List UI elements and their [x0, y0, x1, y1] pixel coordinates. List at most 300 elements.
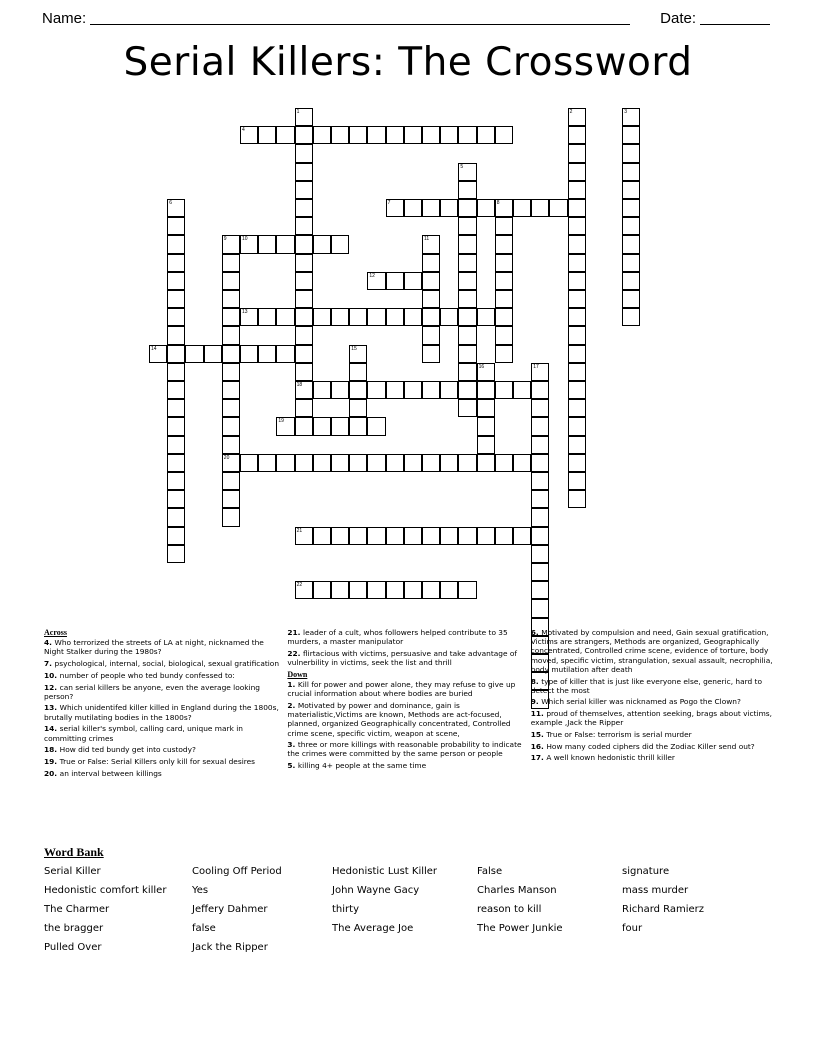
crossword-cell[interactable] — [458, 381, 476, 399]
crossword-cell[interactable] — [386, 581, 404, 599]
down-heading: Down — [287, 669, 308, 679]
clue-text: True or False: terrorism is serial murder — [546, 730, 692, 740]
clue-item — [44, 703, 281, 721]
crossword-cell[interactable] — [222, 308, 240, 326]
cell-number: 17 — [533, 363, 539, 370]
crossword-cell[interactable] — [531, 417, 549, 435]
crossword-cell[interactable] — [204, 345, 222, 363]
crossword-cell[interactable] — [167, 308, 185, 326]
crossword-cell[interactable] — [477, 454, 495, 472]
crossword-cell[interactable] — [349, 581, 367, 599]
crossword-cell[interactable] — [531, 508, 549, 526]
crossword-cell[interactable] — [568, 272, 586, 290]
clue-number: 4. — [44, 638, 55, 648]
crossword-cell[interactable] — [495, 454, 513, 472]
crossword-cell[interactable] — [258, 345, 276, 363]
word-bank-item[interactable]: Charles Manson — [477, 885, 557, 896]
crossword-cell[interactable] — [568, 108, 586, 126]
crossword-cell[interactable] — [167, 399, 185, 417]
crossword-cell[interactable] — [313, 581, 331, 599]
crossword-cell[interactable] — [622, 108, 640, 126]
crossword-cell[interactable] — [531, 399, 549, 417]
crossword-cell[interactable] — [167, 217, 185, 235]
crossword-cell[interactable] — [568, 472, 586, 490]
word-bank-item[interactable]: the bragger — [44, 923, 104, 934]
crossword-cell[interactable] — [167, 363, 185, 381]
crossword-cell[interactable] — [167, 472, 185, 490]
word-bank-item[interactable]: The Charmer — [44, 904, 110, 915]
word-bank-item[interactable]: The Average Joe — [332, 923, 414, 934]
word-bank-item[interactable]: The Power Junkie — [477, 923, 563, 934]
crossword-cell[interactable] — [622, 181, 640, 199]
crossword-cell[interactable] — [167, 272, 185, 290]
clue-item — [44, 683, 281, 701]
crossword-cell[interactable] — [568, 217, 586, 235]
crossword-cell[interactable] — [349, 454, 367, 472]
crossword-cell[interactable] — [276, 126, 294, 144]
crossword-cell[interactable] — [367, 417, 385, 435]
cell-number: 15 — [351, 345, 357, 352]
word-bank-item[interactable]: John Wayne Gacy — [332, 885, 420, 896]
crossword-cell[interactable] — [258, 126, 276, 144]
word-bank-empty — [477, 940, 622, 956]
crossword-cell[interactable] — [531, 472, 549, 490]
crossword-cell[interactable] — [349, 126, 367, 144]
crossword-cell[interactable] — [295, 399, 313, 417]
crossword-cell[interactable] — [313, 417, 331, 435]
word-bank-item[interactable]: False — [477, 866, 503, 877]
crossword-cell[interactable] — [222, 417, 240, 435]
word-bank-item[interactable]: thirty — [332, 904, 359, 915]
crossword-cell[interactable] — [222, 508, 240, 526]
clue-text: leader of a cult, whos followers helped contribute to 35 murders, a master manipulator — [287, 628, 508, 647]
crossword-cell[interactable] — [222, 272, 240, 290]
crossword-cell[interactable] — [531, 199, 549, 217]
crossword-cell[interactable] — [386, 126, 404, 144]
crossword-cell[interactable] — [240, 454, 258, 472]
crossword-cell[interactable] — [531, 563, 549, 581]
crossword-cell[interactable] — [240, 235, 258, 253]
crossword-cell[interactable] — [295, 108, 313, 126]
crossword-cell[interactable] — [495, 345, 513, 363]
crossword-cell[interactable] — [404, 126, 422, 144]
crossword-cell[interactable] — [440, 454, 458, 472]
crossword-cell[interactable] — [331, 235, 349, 253]
crossword-cell[interactable] — [331, 454, 349, 472]
crossword-cell[interactable] — [404, 581, 422, 599]
clue-item — [287, 761, 524, 770]
crossword-cell[interactable] — [295, 527, 313, 545]
word-bank-item[interactable]: Richard Ramierz — [622, 904, 705, 915]
crossword-cell[interactable] — [477, 527, 495, 545]
crossword-cell[interactable] — [422, 272, 440, 290]
word-bank-item[interactable]: signature — [622, 866, 670, 877]
crossword-cell[interactable] — [167, 545, 185, 563]
word-bank-item[interactable]: Pulled Over — [44, 942, 102, 953]
crossword-cell[interactable] — [495, 199, 513, 217]
crossword-cell[interactable] — [477, 199, 495, 217]
crossword-cell[interactable] — [167, 326, 185, 344]
crossword-cell[interactable] — [568, 199, 586, 217]
crossword-cell[interactable] — [568, 290, 586, 308]
crossword-cell[interactable] — [404, 199, 422, 217]
crossword-cell[interactable] — [295, 290, 313, 308]
crossword-cell[interactable] — [167, 436, 185, 454]
crossword-cell[interactable] — [349, 381, 367, 399]
crossword-cell[interactable] — [422, 326, 440, 344]
crossword-cell[interactable] — [167, 235, 185, 253]
crossword-cell[interactable] — [477, 126, 495, 144]
crossword-cell[interactable] — [313, 126, 331, 144]
crossword-cell[interactable] — [458, 126, 476, 144]
crossword-cell[interactable] — [458, 272, 476, 290]
crossword-cell[interactable] — [276, 308, 294, 326]
crossword-cell[interactable] — [513, 527, 531, 545]
crossword-cell[interactable] — [622, 163, 640, 181]
crossword-cell[interactable] — [622, 272, 640, 290]
word-bank-item[interactable]: mass murder — [622, 885, 689, 896]
crossword-cell[interactable] — [477, 381, 495, 399]
crossword-cell[interactable] — [568, 144, 586, 162]
crossword-cell[interactable] — [222, 345, 240, 363]
crossword-cell[interactable] — [240, 126, 258, 144]
crossword-cell[interactable] — [404, 308, 422, 326]
clue-item — [531, 677, 780, 695]
crossword-cell[interactable] — [331, 417, 349, 435]
cell-number: 2 — [569, 109, 573, 115]
crossword-cell[interactable] — [568, 399, 586, 417]
clue-item — [287, 701, 524, 738]
crossword-cell[interactable] — [295, 272, 313, 290]
crossword-cell[interactable] — [295, 454, 313, 472]
crossword-cell[interactable] — [568, 436, 586, 454]
crossword-cell[interactable] — [222, 235, 240, 253]
crossword-cell[interactable] — [167, 254, 185, 272]
crossword-cell[interactable] — [167, 490, 185, 508]
crossword-cell[interactable] — [258, 454, 276, 472]
crossword-cell[interactable] — [458, 308, 476, 326]
crossword-cell[interactable] — [568, 326, 586, 344]
clue-text: flirtacious with victims, persuasive and take advantage of vulnerbility in victims, seek the list and thrill — [287, 648, 517, 668]
crossword-cell[interactable] — [276, 345, 294, 363]
crossword-cell[interactable] — [458, 235, 476, 253]
crossword-cell[interactable] — [477, 363, 495, 381]
crossword-cell[interactable] — [495, 308, 513, 326]
crossword-cell[interactable] — [440, 308, 458, 326]
crossword-cell[interactable] — [386, 381, 404, 399]
word-bank-item[interactable]: Jack the Ripper — [192, 942, 268, 953]
crossword-cell[interactable] — [495, 290, 513, 308]
crossword-cell[interactable] — [422, 345, 440, 363]
crossword-cell[interactable] — [422, 454, 440, 472]
clue-item — [287, 680, 524, 698]
word-bank-item[interactable]: Hedonistic Lust Killer — [332, 866, 438, 877]
crossword-cell[interactable] — [440, 199, 458, 217]
clue-text: Motivated by power and dominance, gain is materialistic,Victims are known, Methods are act-focused, planned, organized Geographically concentrated, Controlled crime scene, specific victim, weapon at scene, — [287, 700, 511, 738]
crossword-cell[interactable] — [295, 181, 313, 199]
word-bank-item[interactable]: Serial Killer — [44, 866, 101, 877]
crossword-cell[interactable] — [622, 126, 640, 144]
crossword-cell[interactable] — [367, 454, 385, 472]
crossword-cell[interactable] — [495, 527, 513, 545]
crossword-cell[interactable] — [568, 235, 586, 253]
crossword-cell[interactable] — [458, 290, 476, 308]
crossword-cell[interactable] — [531, 363, 549, 381]
crossword-cell[interactable] — [477, 436, 495, 454]
crossword-cell[interactable] — [222, 290, 240, 308]
crossword-cell[interactable] — [531, 581, 549, 599]
crossword-cell[interactable] — [349, 345, 367, 363]
crossword-cell[interactable] — [313, 308, 331, 326]
crossword-cell[interactable] — [295, 254, 313, 272]
crossword-cell[interactable] — [295, 144, 313, 162]
crossword-cell[interactable] — [167, 454, 185, 472]
crossword-cell[interactable] — [422, 254, 440, 272]
crossword-cell[interactable] — [422, 381, 440, 399]
crossword-cell[interactable] — [295, 363, 313, 381]
crossword-cell[interactable] — [295, 417, 313, 435]
crossword-cell[interactable] — [458, 326, 476, 344]
clues-section — [44, 628, 780, 780]
crossword-cell[interactable] — [222, 436, 240, 454]
crossword-cell[interactable] — [513, 199, 531, 217]
crossword-cell[interactable] — [349, 527, 367, 545]
crossword-cell[interactable] — [295, 199, 313, 217]
crossword-cell[interactable] — [568, 181, 586, 199]
clue-number: 19. — [44, 756, 60, 766]
clue-number: 3. — [287, 740, 298, 750]
crossword-cell[interactable] — [477, 417, 495, 435]
crossword-cell[interactable] — [331, 381, 349, 399]
crossword-cell[interactable] — [495, 326, 513, 344]
crossword-cell[interactable] — [295, 326, 313, 344]
crossword-cell[interactable] — [458, 199, 476, 217]
clue-number: 9. — [530, 697, 542, 707]
date-label: Date: — [660, 9, 696, 27]
crossword-cell[interactable] — [386, 454, 404, 472]
cell-number: 4 — [242, 127, 245, 134]
crossword-cell[interactable] — [568, 490, 586, 508]
clue-text: How did ted bundy get into custody? — [59, 745, 196, 755]
clue-item — [44, 769, 281, 778]
crossword-cell[interactable] — [404, 272, 422, 290]
crossword-cell[interactable] — [167, 290, 185, 308]
word-bank-item[interactable]: false — [192, 923, 216, 934]
crossword-cell[interactable] — [349, 308, 367, 326]
crossword-cell[interactable] — [458, 363, 476, 381]
clue-number: 20. — [44, 768, 60, 778]
crossword-cell[interactable] — [568, 345, 586, 363]
crossword-cell[interactable] — [422, 126, 440, 144]
clue-item — [44, 638, 281, 656]
crossword-cell[interactable] — [222, 326, 240, 344]
crossword-cell[interactable] — [495, 235, 513, 253]
crossword-cell[interactable] — [222, 363, 240, 381]
crossword-cell[interactable] — [222, 490, 240, 508]
crossword-cell[interactable] — [495, 254, 513, 272]
crossword-cell[interactable] — [167, 527, 185, 545]
crossword-cell[interactable] — [477, 399, 495, 417]
crossword-cell[interactable] — [458, 163, 476, 181]
clue-number: 6. — [530, 628, 542, 637]
crossword-cell[interactable] — [458, 399, 476, 417]
crossword-cell[interactable] — [295, 345, 313, 363]
word-bank-item[interactable]: Yes — [192, 885, 209, 896]
word-bank-item[interactable]: Cooling Off Period — [192, 866, 282, 877]
crossword-cell[interactable] — [531, 454, 549, 472]
crossword-cell[interactable] — [622, 144, 640, 162]
word-bank-item[interactable]: four — [622, 923, 643, 934]
crossword-cell[interactable] — [167, 508, 185, 526]
clue-item — [44, 724, 281, 742]
crossword-cell[interactable] — [295, 381, 313, 399]
crossword-cell[interactable] — [367, 527, 385, 545]
crossword-cell[interactable] — [367, 272, 385, 290]
crossword-cell[interactable] — [531, 545, 549, 563]
crossword-cell[interactable] — [477, 308, 495, 326]
crossword-cell[interactable] — [222, 472, 240, 490]
crossword-cell[interactable] — [404, 454, 422, 472]
cell-number: 14 — [151, 345, 157, 352]
crossword-cell[interactable] — [531, 490, 549, 508]
crossword-cell[interactable] — [422, 199, 440, 217]
crossword-cell[interactable] — [458, 527, 476, 545]
crossword-cell[interactable] — [167, 417, 185, 435]
crossword-cell[interactable] — [531, 381, 549, 399]
crossword-cell[interactable] — [295, 126, 313, 144]
crossword-cell[interactable] — [458, 181, 476, 199]
crossword-cell[interactable] — [258, 235, 276, 253]
crossword-cell[interactable] — [531, 599, 549, 617]
word-bank-item[interactable]: Jeffery Dahmer — [192, 904, 268, 915]
crossword-cell[interactable] — [622, 254, 640, 272]
crossword-cell[interactable] — [386, 308, 404, 326]
crossword-cell[interactable] — [495, 272, 513, 290]
crossword-cell[interactable] — [331, 126, 349, 144]
crossword-cell[interactable] — [568, 126, 586, 144]
crossword-cell[interactable] — [422, 235, 440, 253]
crossword-cell[interactable] — [313, 381, 331, 399]
crossword-cell[interactable] — [276, 454, 294, 472]
crossword-cell[interactable] — [367, 381, 385, 399]
crossword-cell[interactable] — [331, 527, 349, 545]
crossword-cell[interactable] — [349, 363, 367, 381]
crossword-cell[interactable] — [367, 126, 385, 144]
clue-text: How many coded ciphers did the Zodiac Killer send out? — [546, 741, 755, 751]
crossword-cell[interactable] — [167, 345, 185, 363]
clue-number: 12. — [44, 682, 60, 692]
crossword-cell[interactable] — [568, 417, 586, 435]
crossword-cell[interactable] — [222, 381, 240, 399]
crossword-cell[interactable] — [331, 308, 349, 326]
crossword-cell[interactable] — [458, 345, 476, 363]
crossword-cell[interactable] — [367, 308, 385, 326]
crossword-cell[interactable] — [458, 581, 476, 599]
crossword-cell[interactable] — [167, 199, 185, 217]
crossword-cell[interactable] — [495, 217, 513, 235]
crossword-cell[interactable] — [458, 254, 476, 272]
crossword-cell[interactable] — [386, 199, 404, 217]
crossword-cell[interactable] — [513, 454, 531, 472]
clue-number: 7. — [44, 659, 55, 669]
crossword-cell[interactable] — [313, 454, 331, 472]
crossword-cell[interactable] — [458, 217, 476, 235]
crossword-cell[interactable] — [313, 235, 331, 253]
crossword-cell[interactable] — [458, 454, 476, 472]
word-bank-item[interactable]: Hedonistic comfort killer — [44, 885, 167, 896]
crossword-cell[interactable] — [495, 126, 513, 144]
crossword-cell[interactable] — [568, 454, 586, 472]
crossword-cell[interactable] — [440, 527, 458, 545]
crossword-cell[interactable] — [404, 527, 422, 545]
crossword-cell[interactable] — [622, 199, 640, 217]
crossword-cell[interactable] — [531, 527, 549, 545]
crossword-cell[interactable] — [240, 345, 258, 363]
crossword-cell[interactable] — [222, 254, 240, 272]
word-bank-item[interactable]: reason to kill — [477, 904, 542, 915]
crossword-cell[interactable] — [622, 235, 640, 253]
crossword-cell[interactable] — [568, 381, 586, 399]
crossword-cell[interactable] — [568, 163, 586, 181]
crossword-cell[interactable] — [422, 527, 440, 545]
crossword-cell[interactable] — [349, 417, 367, 435]
crossword-cell[interactable] — [549, 199, 567, 217]
crossword-cell[interactable] — [622, 290, 640, 308]
crossword-cell[interactable] — [313, 527, 331, 545]
crossword-cell[interactable] — [349, 399, 367, 417]
crossword-cell[interactable] — [422, 290, 440, 308]
clue-text: psychological, internal, social, biological, sexual gratification — [54, 659, 280, 669]
crossword-cell[interactable] — [422, 581, 440, 599]
crossword-cell[interactable] — [222, 399, 240, 417]
crossword-cell[interactable] — [167, 381, 185, 399]
crossword-cell[interactable] — [513, 381, 531, 399]
crossword-cell[interactable] — [422, 308, 440, 326]
crossword-cell[interactable] — [440, 126, 458, 144]
crossword-cell[interactable] — [276, 417, 294, 435]
crossword-cell[interactable] — [495, 381, 513, 399]
cell-number: 11 — [424, 236, 430, 243]
crossword-cell[interactable] — [295, 581, 313, 599]
crossword-cell[interactable] — [531, 436, 549, 454]
crossword-cell[interactable] — [568, 254, 586, 272]
crossword-cell[interactable] — [185, 345, 203, 363]
crossword-cell[interactable] — [440, 581, 458, 599]
crossword-cell[interactable] — [568, 308, 586, 326]
crossword-cell[interactable] — [295, 308, 313, 326]
crossword-cell[interactable] — [258, 308, 276, 326]
crossword-cell[interactable] — [295, 235, 313, 253]
crossword-cell[interactable] — [386, 272, 404, 290]
crossword-cell[interactable] — [240, 308, 258, 326]
crossword-cell[interactable] — [440, 381, 458, 399]
crossword-cell[interactable] — [331, 581, 349, 599]
crossword-cell[interactable] — [149, 345, 167, 363]
cell-number: 6 — [169, 200, 172, 206]
clue-text: proud of themselves, attention seeking, brags about victims, example ,Jack the Ripper — [530, 709, 772, 728]
crossword-cell[interactable] — [568, 363, 586, 381]
crossword-cell[interactable] — [404, 381, 422, 399]
crossword-cell[interactable] — [386, 527, 404, 545]
crossword-cell[interactable] — [622, 217, 640, 235]
clue-number: 15. — [530, 730, 547, 740]
crossword-cell[interactable] — [622, 308, 640, 326]
crossword-cell[interactable] — [367, 581, 385, 599]
crossword-cell[interactable] — [295, 163, 313, 181]
crossword-cell[interactable] — [276, 235, 294, 253]
crossword-cell[interactable] — [222, 454, 240, 472]
crossword-cell[interactable] — [295, 217, 313, 235]
